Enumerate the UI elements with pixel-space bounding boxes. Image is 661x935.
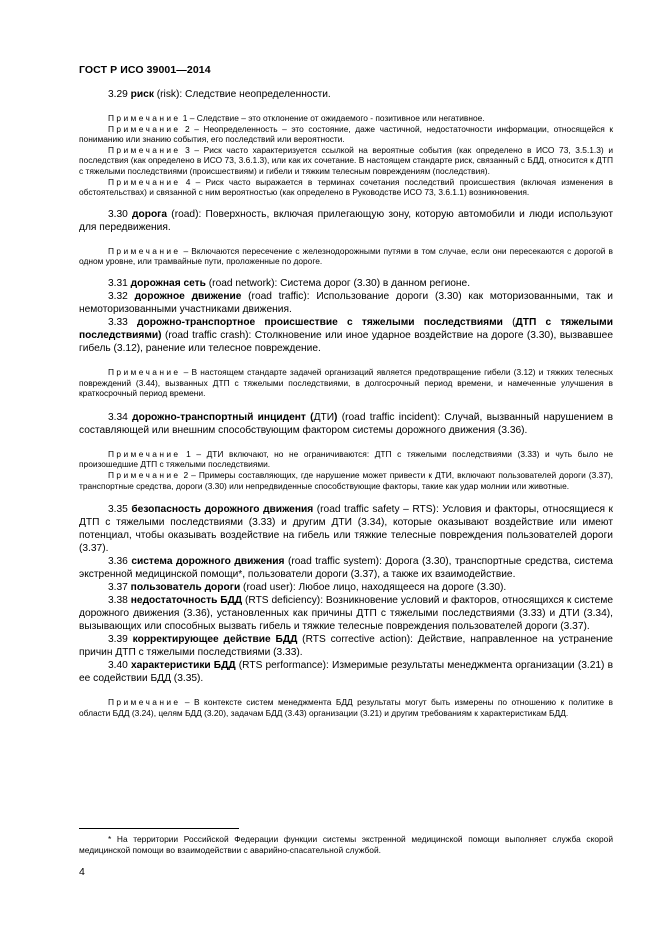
term-3-40: 3.40 характеристики БДД (RTS performance): Измеримые результаты менеджмента организации (3.21) в ее содействии БДД (3.35).: [79, 660, 613, 685]
footnote-divider: [79, 828, 239, 829]
footnote: * На территории Российской Федерации функции системы экстренной медицинской помощи выполняет служба скорой медицинской помощи во взаимодействии с аварийно-спасательной службой.: [79, 834, 613, 855]
term-3-35: 3.35 безопасность дорожного движения (road traffic safety – RTS): Условия и факторы, относящиеся к ДТП с тяжелыми последствиями (3.33) и другим ДТИ (3.34), которые оказывают воздействие или имеют потенциал, чтобы оказывать воздействие на гибель или тяжкие телесные повреждения пользователей дороги (3.37).: [79, 504, 613, 555]
term-3-31: 3.31 дорожная сеть (road network): Система дорог (3.30) в данном регионе.: [108, 277, 471, 289]
term-name: дорожное движение: [134, 290, 242, 302]
note-3-34-2: Примечание 2 – Примеры составляющих, где нарушение может привести к ДТИ, включают пользователей дороги (3.37), транспортные средства, дороги (3.30) или непредвиденные способствующие факторы, такие как удар молнии или животные.: [79, 469, 613, 491]
term-3-32: 3.32 дорожное движение (road traffic): Использование дороги (3.30) как моторизованными, так и немоторизованными участниками движения.: [79, 290, 613, 315]
term-3-29: 3.29 риск (risk): Следствие неопределенности.: [108, 89, 331, 100]
term-name: дорожно-транспортный инцидент (: [132, 411, 314, 423]
term-name: риск: [130, 89, 154, 100]
term-name: недостаточность БДД: [130, 595, 243, 607]
term-3-30: 3.30 дорога (road): Поверхность, включая прилегающую зону, которую автомобили и люди используют для передвижения.: [79, 208, 613, 233]
page-number: 4: [79, 866, 85, 878]
term-3-34: 3.34 дорожно-транспортный инцидент (ДТИ) (road traffic incident): Случай, вызванный нарушением в составляющей или внешним способствующим фактором системы дорожного движения (3.36).: [79, 411, 613, 436]
note-3-33: Примечание – В настоящем стандарте задачей организаций является предотвращение гибели (3.12) и тяжких телесных повреждений (3.44), вызванных ДТП с тяжелыми последствиями, в долгосрочный период времени, и намеченные улучшения в краткосрочный период времени.: [79, 366, 613, 399]
term-name: дорожная сеть: [130, 277, 206, 289]
term-3-38: 3.38 недостаточность БДД (RTS deficiency): Возникновение условий и факторов, относящихся к системе дорожного движения (3.36), установленных как причины ДТП с тяжелыми последствиями (3.33) и ДТИ (3.34), вызывающих или способных вызвать гибель и тяжкие телесные повреждения пользователей дороги (3.37).: [79, 595, 613, 633]
note-3-29-1: Примечание 1 – Следствие – это отклонение от ожидаемого - позитивное или негативное.: [108, 113, 485, 123]
document-body: [79, 84, 613, 718]
term-name: безопасность дорожного движения: [131, 504, 314, 516]
term-3-39: 3.39 корректирующее действие БДД (RTS corrective action): Действие, направленное на устранение причин ДТП с тяжелыми последствиями (3.33).: [79, 634, 613, 659]
note-3-34-1: Примечание 1 – ДТИ включают, но не ограничиваются: ДТП с тяжелыми последствиями (3.33) и чуть было не произошедшие ДТП с тяжелыми последствиями.: [79, 448, 613, 470]
document-header: ГОСТ Р ИСО 39001—2014: [79, 64, 211, 76]
term-name: пользователь дороги: [130, 582, 241, 594]
term-abbr: ): [334, 411, 338, 423]
note-3-29-3: Примечание 3 – Риск часто характеризуется ссылкой на вероятные события (как определено в ИСО 73, 3.5.1.3) и последствия (как определено в ИСО 73, 3.6.1.3), или как их сочетание. В настоящем стандарте риск, связанный с БДД, относится к ДТП с тяжелыми последствиями (происшествиям) и гибели и тяжким телесным повреждениям (последствия).: [79, 144, 613, 176]
note-3-29-2: Примечание 2 – Неопределенность – это состояние, даже частичной, недостаточности информации, относящейся к пониманию или знанию события, его последствий или вероятности.: [79, 123, 613, 145]
term-3-33: 3.33 дорожно-транспортное происшествие с тяжелыми последствиями (ДТП с тяжелыми последствиями) (road traffic crash): Столкновение или иное ударное воздействие на дороге (3.30), вызвавшее гибель (3.12), ранение или телесное повреждение.: [79, 316, 613, 354]
term-3-37: 3.37 пользователь дороги (road user): Любое лицо, находящееся на дороге (3.30).: [108, 582, 507, 594]
term-name: дорожно-транспортное происшествие с тяжелыми последствиями: [137, 316, 503, 328]
term-name: система дорожного движения: [131, 556, 285, 568]
term-3-36: 3.36 система дорожного движения (road traffic system): Дорога (3.30), транспортные средства, система экстренной медицинской помощи*, пользователи дороги (3.37), а также их взаимодействие.: [79, 556, 613, 581]
term-name: характеристики БДД: [130, 660, 236, 672]
term-name: дорога: [132, 208, 168, 220]
note-3-29-4: Примечание 4 – Риск часто выражается в терминах сочетания последствий происшествия (включая изменения в обстоятельствах) и связанной с ним вероятностью (как определено в Руководстве ИСО 73, 3.6.1.1) возникновения.: [79, 176, 613, 198]
term-name: корректирующее действие БДД: [132, 634, 298, 646]
note-3-30: Примечание – Включаются пересечение с железнодорожными путями в том случае, если они пересекаются с дорогой в одном уровне, или трамвайные пути, проложенные по дороге.: [79, 245, 613, 267]
note-3-40: Примечание – В контексте систем менеджмента БДД результаты могут быть измерены по отношению к политике в области БДД (3.24), целям БДД (3.20), задачам БДД (3.43) организации (3.21) и другим требованиям к характеристикам БДД.: [79, 697, 613, 718]
term-abbr: ДТП с тяжелыми последствиями): [79, 316, 613, 341]
